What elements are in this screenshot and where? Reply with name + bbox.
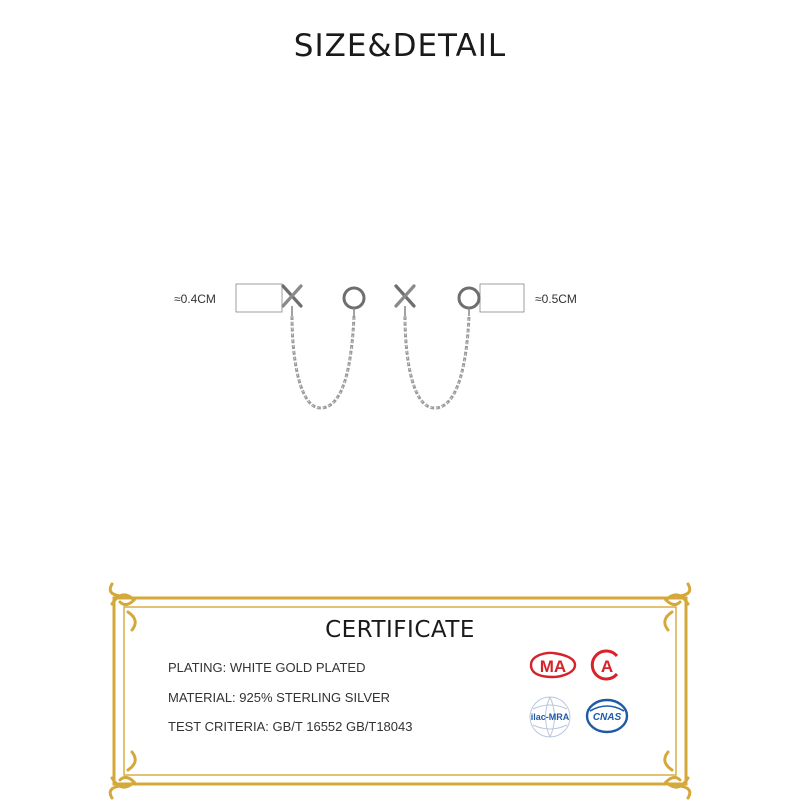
svg-text:CNAS: CNAS (592, 712, 622, 723)
plating-label: PLATING: (168, 660, 227, 675)
test-criteria-label: TEST CRITERIA: (168, 719, 269, 734)
plating-row (168, 660, 365, 675)
certificate-title: CERTIFICATE (325, 617, 475, 643)
page-title: SIZE&DETAIL (293, 28, 507, 64)
right-size-label: ≈0.5CM (535, 292, 577, 306)
plating-value: WHITE GOLD PLATED (229, 660, 366, 675)
svg-text:MA: MA (539, 657, 567, 676)
material-value: 925% STERLING SILVER (239, 690, 391, 705)
svg-text:A: A (600, 657, 614, 676)
ca-logo (587, 648, 623, 682)
ilac-mra-logo (527, 695, 573, 739)
left-size-label: ≈0.4CM (174, 292, 216, 306)
test-criteria-value: GB/T 16552 GB/T18043 (272, 719, 413, 734)
svg-text:ilac-MRA: ilac-MRA (530, 712, 570, 722)
cma-logo (527, 649, 579, 681)
material-row (168, 690, 390, 705)
cnas-logo (584, 697, 630, 735)
test-criteria-row (168, 719, 412, 734)
material-label: MATERIAL: (168, 690, 236, 705)
